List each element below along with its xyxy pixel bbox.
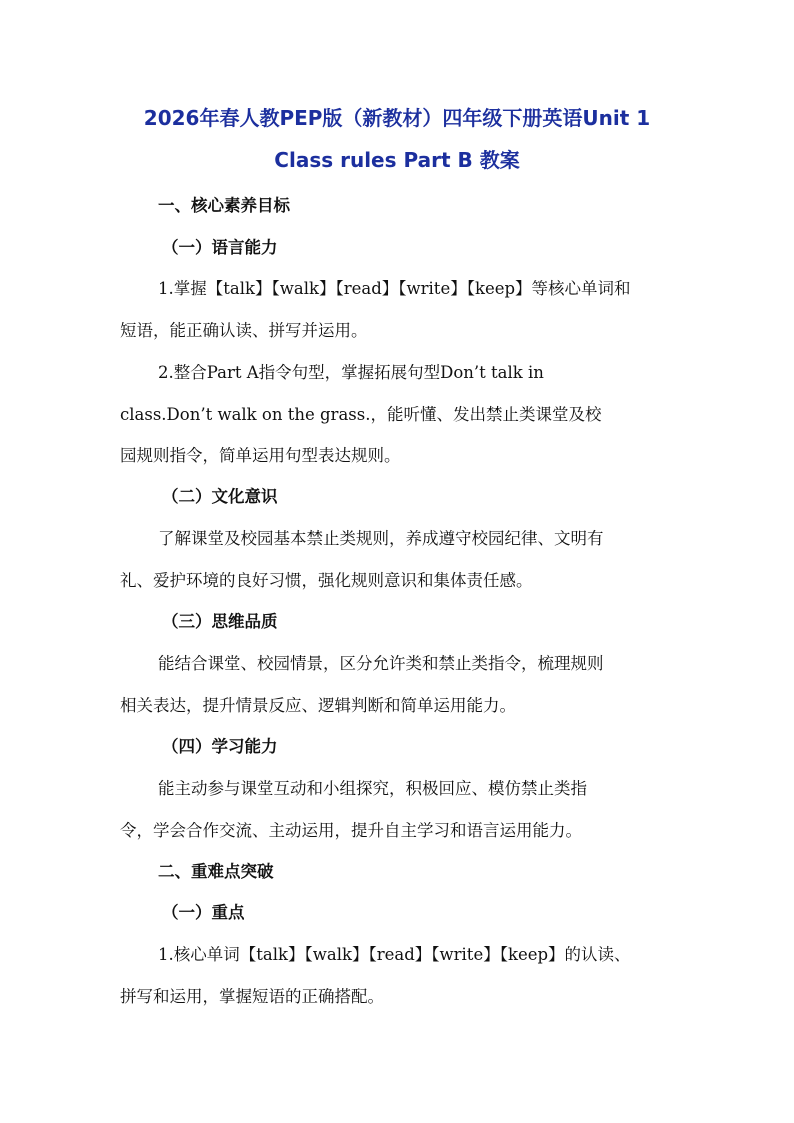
document-title-line-1: 2026年春人教PEP版（新教材）四年级下册英语Unit 1 (143, 106, 651, 130)
document-title-line-2: Class rules Part B 教案 (274, 148, 520, 172)
paragraph-line: 2.整合Part A指令句型，掌握拓展句型Don’t talk in (158, 363, 544, 382)
section-2-sub-1-heading: （一）重点 (162, 903, 245, 922)
paragraph-line: 拼写和运用，掌握短语的正确搭配。 (120, 987, 384, 1006)
paragraph-line: 能主动参与课堂互动和小组探究，积极回应、模仿禁止类指 (158, 779, 587, 798)
section-1-sub-4-heading: （四）学习能力 (162, 737, 278, 756)
paragraph-line: 1.掌握【talk】【walk】【read】【write】【keep】等核心单词和 (158, 279, 631, 298)
section-1-sub-2-heading: （二）文化意识 (162, 487, 278, 506)
paragraph-line: 相关表达，提升情景反应、逻辑判断和简单运用能力。 (120, 696, 516, 715)
section-1-sub-3-heading: （三）思维品质 (162, 612, 278, 631)
paragraph-line: 能结合课堂、校园情景，区分允许类和禁止类指令，梳理规则 (158, 654, 604, 673)
paragraph-line: 礼、爱护环境的良好习惯，强化规则意识和集体责任感。 (120, 571, 533, 590)
paragraph-line: 园规则指令，简单运用句型表达规则。 (120, 446, 401, 465)
section-1-sub-1-heading: （一）语言能力 (162, 238, 278, 257)
paragraph-line: 了解课堂及校园基本禁止类规则，养成遵守校园纪律、文明有 (158, 529, 604, 548)
section-2-heading: 二、重难点突破 (158, 862, 274, 881)
paragraph-line: class.Don’t walk on the grass.，能听懂、发出禁止类课堂及校 (120, 405, 602, 424)
paragraph-line: 令，学会合作交流、主动运用，提升自主学习和语言运用能力。 (120, 821, 582, 840)
paragraph-line: 1.核心单词【talk】【walk】【read】【write】【keep】的认读、 (158, 945, 631, 964)
paragraph-line: 短语，能正确认读、拼写并运用。 (120, 321, 368, 340)
section-1-heading: 一、核心素养目标 (158, 196, 290, 215)
